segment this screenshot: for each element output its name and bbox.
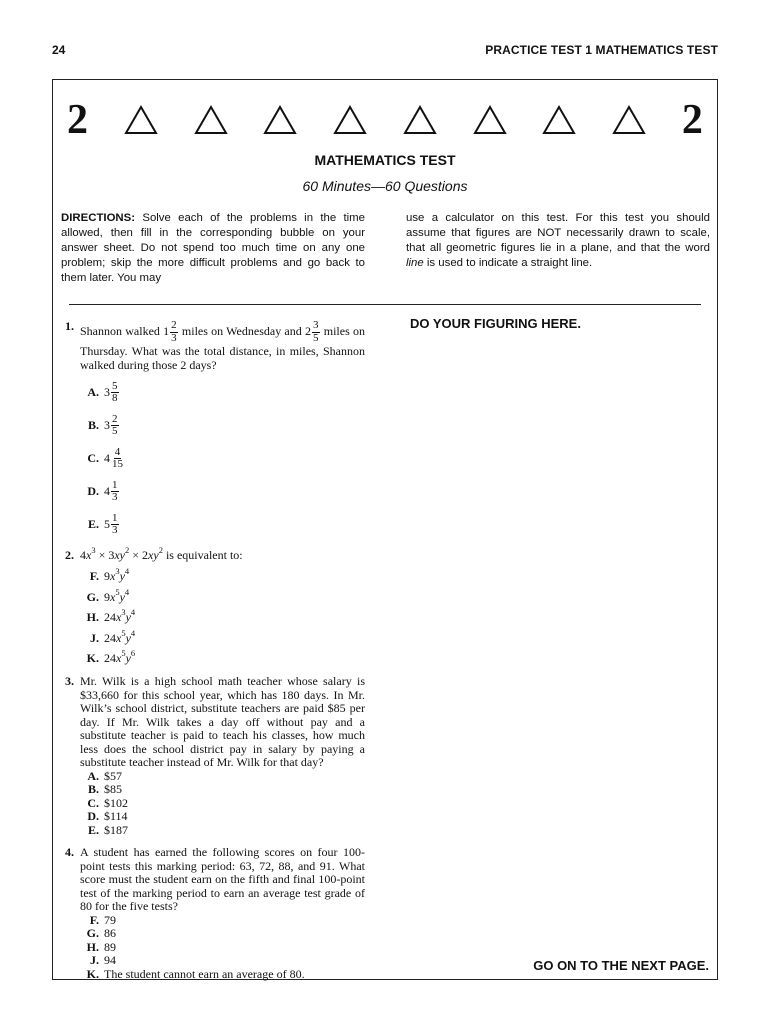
triangle-icon bbox=[612, 105, 646, 135]
triangle-icon bbox=[542, 105, 576, 135]
question-number: 3. bbox=[65, 674, 74, 688]
triangle-icon bbox=[263, 105, 297, 135]
triangle-icon bbox=[473, 105, 507, 135]
section-number-right: 2 bbox=[681, 97, 703, 143]
answer-option-f[interactable]: F. 79 bbox=[89, 912, 116, 927]
answer-option-c[interactable]: C. 4 $\frac{4}{15}$ bbox=[87, 445, 123, 470]
answer-option-a[interactable]: A. 3 $\frac{5}{8}$ bbox=[87, 379, 118, 404]
answer-option-e[interactable]: E. 5 $\frac{1}{3}$ bbox=[87, 511, 118, 536]
question-stem: Mr. Wilk is a high school math teacher whose salary is $33,660 for this school year, which has 180 days. In Mr. Wilk’s school district, substitute teachers are paid $85 per day. If Mr. Wilk takes a day off without pay and a substitute teacher is paid to teach his classes, how much less does the school district pay in salary by paying a substitute teacher instead of Mr. Wilk for that day? bbox=[80, 674, 365, 769]
answer-option-k[interactable]: K. $24x^5y^6$ bbox=[86, 648, 136, 665]
answer-option-f[interactable]: F. $9x^3y^4$ bbox=[89, 566, 130, 583]
directions-text-left: Solve each of the problems in the time allowed, then fill in the corresponding bubble on your answer sheet. Do not spend too much time on any one problem; skip the more difficult problems and go back to them later. You may bbox=[61, 212, 365, 284]
question-number: 4. bbox=[65, 845, 74, 859]
question-column bbox=[65, 320, 365, 981]
triangle-icon bbox=[194, 105, 228, 135]
answer-option-j[interactable]: J. 94 bbox=[90, 953, 116, 967]
triangle-icon bbox=[403, 105, 437, 135]
directions-text-right-1: use a calculator on this test. For this test you should assume that figures are NOT necessarily drawn to scale, that all geometric figures lie in a plane, and that the word bbox=[406, 212, 710, 254]
answer-option-a[interactable]: A. $57 bbox=[87, 768, 122, 783]
section-banner bbox=[67, 92, 703, 148]
fraction: $\frac{3}{5}$ bbox=[313, 319, 319, 344]
answer-option-b[interactable]: B. 3 $\frac{2}{5}$ bbox=[87, 412, 118, 437]
question-1 bbox=[65, 320, 365, 541]
test-subtitle: 60 Minutes—60 Questions bbox=[302, 178, 468, 194]
question-stem: A student has earned the following scores on four 100-point tests this marking period: 63, 72, 88, and 91. What score must the student earn on the fifth and final 100-point test of the marking period to earn an average test grade of 80 for the five tests? bbox=[80, 845, 365, 913]
answer-option-j[interactable]: J. $24x^5y^4$ bbox=[90, 627, 136, 645]
answer-option-k[interactable]: K. The student cannot earn an average of 80. bbox=[86, 966, 305, 981]
directions-italic-word: line bbox=[406, 257, 424, 269]
question-4 bbox=[65, 846, 365, 981]
next-page-label: GO ON TO THE NEXT PAGE. bbox=[533, 958, 709, 973]
page-number: 24 bbox=[52, 43, 66, 57]
question-number: 1. bbox=[65, 319, 74, 333]
test-frame bbox=[52, 79, 718, 980]
directions-text-right-2: is used to indicate a straight line. bbox=[423, 257, 593, 269]
answer-option-b[interactable]: B. $85 bbox=[87, 782, 122, 796]
answer-option-c[interactable]: C. $102 bbox=[87, 795, 128, 810]
question-3 bbox=[65, 675, 365, 837]
question-2 bbox=[65, 545, 365, 669]
section-divider bbox=[69, 304, 701, 305]
answer-option-h[interactable]: H. 89 bbox=[86, 939, 116, 954]
question-number: 2. bbox=[65, 548, 74, 562]
question-stem: $4x^3 \times 3xy^2 \times 2xy^2$ is equivalent to: bbox=[80, 545, 243, 562]
answer-option-h[interactable]: H. $24x^3y^4$ bbox=[86, 607, 136, 624]
section-number-left: 2 bbox=[67, 97, 88, 143]
fraction: $\frac{2}{3}$ bbox=[171, 319, 177, 344]
triangle-icon bbox=[333, 105, 367, 135]
answer-option-g[interactable]: G. 86 bbox=[86, 926, 116, 940]
test-title: MATHEMATICS TEST bbox=[314, 152, 456, 168]
answer-option-d[interactable]: D. $114 bbox=[87, 809, 128, 823]
answer-option-g[interactable]: G. $9x^5y^4$ bbox=[86, 586, 130, 604]
figuring-label: DO YOUR FIGURING HERE. bbox=[410, 316, 581, 331]
directions-label: DIRECTIONS: bbox=[61, 212, 136, 224]
directions-left bbox=[61, 211, 365, 286]
answer-option-e[interactable]: E. $187 bbox=[87, 822, 128, 837]
directions-right bbox=[406, 211, 710, 271]
question-stem: Shannon walked 1 $\frac{2}{3}$ miles on Wednesday and 2 $\frac{3}{5}$ miles on Thursday. What was the total distance, in miles, Shannon walked during those 2 days? bbox=[80, 319, 366, 372]
answer-option-d[interactable]: D. 4 $\frac{1}{3}$ bbox=[87, 478, 118, 503]
triangle-icon bbox=[124, 105, 158, 135]
running-head: PRACTICE TEST 1 MATHEMATICS TEST bbox=[485, 43, 718, 57]
